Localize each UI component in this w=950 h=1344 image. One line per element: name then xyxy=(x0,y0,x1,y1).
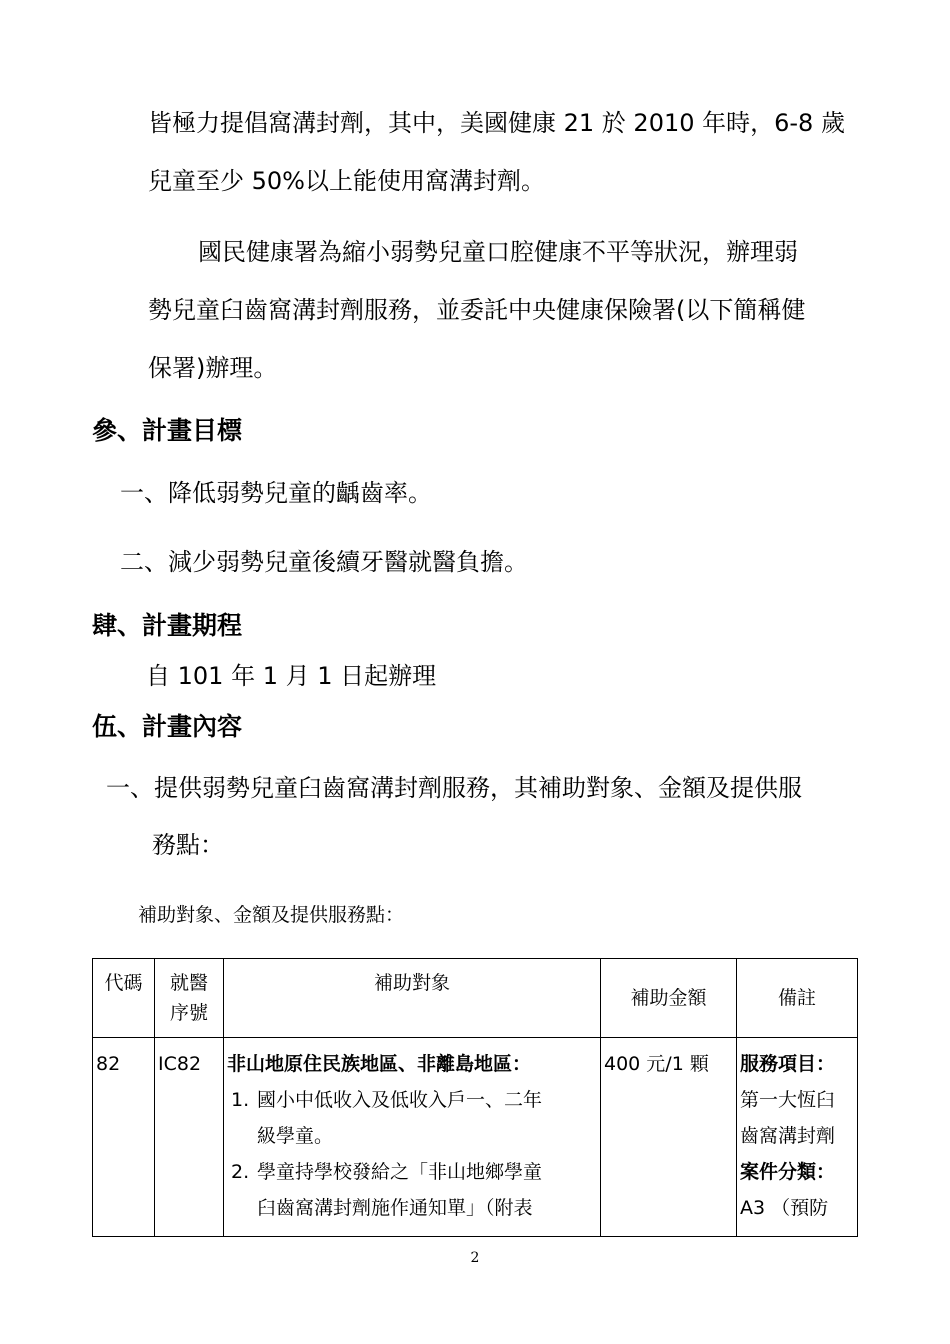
header-remark: 備註 xyxy=(737,959,858,1038)
paragraph-2-line-3: 保署)辦理。 xyxy=(148,354,278,382)
goal-2: 二、減少弱勢兒童後續牙醫就醫負擔。 xyxy=(120,548,528,576)
schedule-text: 自 101 年 1 月 1 日起辦理 xyxy=(146,662,437,690)
cell-seq: IC82 xyxy=(155,1038,224,1237)
section-3-heading: 參、計畫目標 xyxy=(92,416,243,445)
paragraph-2-line-1: 國民健康署為縮小弱勢兒童口腔健康不平等狀況，辦理弱 xyxy=(198,238,798,266)
table-row xyxy=(93,1038,858,1237)
cell-target xyxy=(224,1038,601,1237)
cell-amount: 400 元/1 顆 xyxy=(601,1038,737,1237)
remark-category: A3 （預防 xyxy=(740,1197,829,1219)
header-seq: 就醫 序號 xyxy=(155,959,224,1038)
goal-1: 一、降低弱勢兒童的齲齒率。 xyxy=(120,479,432,507)
paragraph-2-line-2: 勢兒童臼齒窩溝封劑服務，並委託中央健康保險署(以下簡稱健 xyxy=(148,296,806,324)
target-item-2: 2. 學童持學校發給之「非山地鄉學童 臼齒窩溝封劑施作通知單」（附表 xyxy=(231,1161,543,1219)
target-title: 非山地原住民族地區、非離島地區： xyxy=(227,1053,532,1075)
remark-label-category: 案件分類： xyxy=(740,1161,836,1183)
intro-line-2: 兒童至少 50%以上能使用窩溝封劑。 xyxy=(148,167,545,195)
remark-service-line-1: 第一大恆臼 xyxy=(740,1089,836,1111)
content-item-1-line-2: 務點： xyxy=(152,831,224,859)
page-number: 2 xyxy=(470,1250,480,1266)
table-header-row xyxy=(93,959,858,1038)
table-caption: 補助對象、金額及提供服務點： xyxy=(138,904,405,926)
content-item-1-line-1: 一、提供弱勢兒童臼齒窩溝封劑服務，其補助對象、金額及提供服 xyxy=(106,774,802,802)
header-amount: 補助金額 xyxy=(601,959,737,1038)
header-target: 補助對象 xyxy=(224,959,601,1038)
section-4-heading: 肆、計畫期程 xyxy=(92,611,243,640)
cell-remark xyxy=(737,1038,858,1237)
subsidy-table xyxy=(92,958,858,1237)
cell-code: 82 xyxy=(93,1038,155,1237)
target-item-1: 1. 國小中低收入及低收入戶一、二年 級學童。 xyxy=(231,1089,543,1147)
intro-line-1: 皆極力提倡窩溝封劑，其中，美國健康 21 於 2010 年時，6-8 歲 xyxy=(148,109,845,137)
section-5-heading: 伍、計畫內容 xyxy=(92,712,243,741)
header-code: 代碼 xyxy=(93,959,155,1038)
remark-label-service: 服務項目： xyxy=(740,1053,836,1075)
remark-service-line-2: 齒窩溝封劑 xyxy=(740,1125,836,1147)
